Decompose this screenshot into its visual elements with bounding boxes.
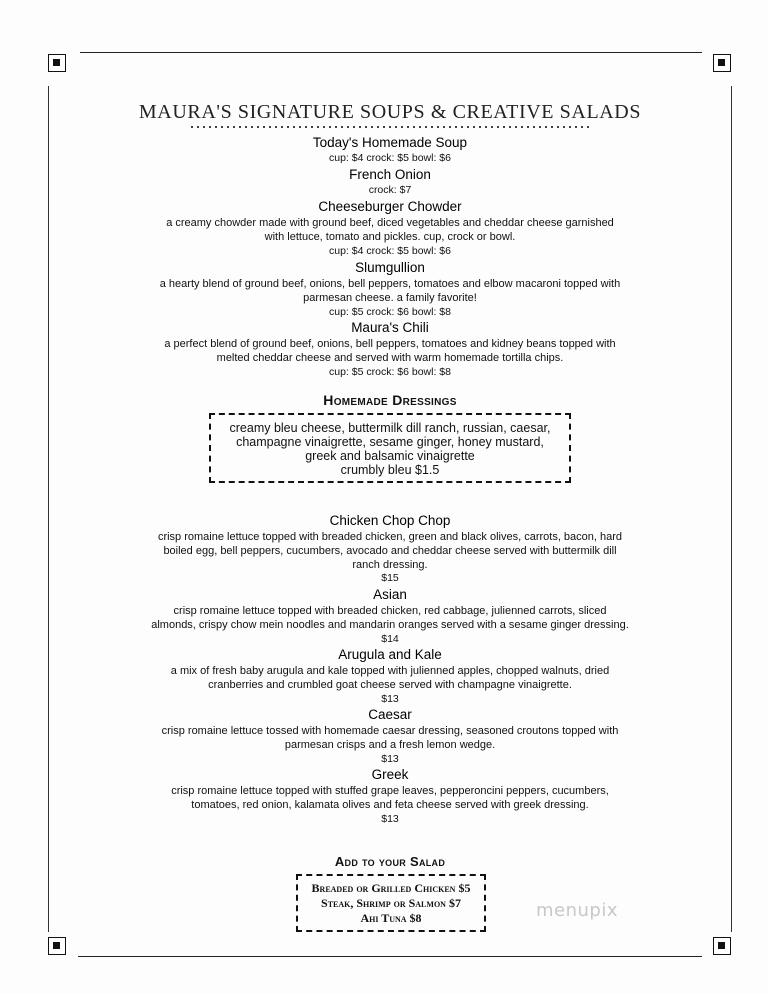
salad-price: $13 bbox=[381, 753, 399, 765]
soup-price: cup: $4 crock: $5 bowl: $6 bbox=[329, 245, 451, 257]
soup-price: cup: $5 crock: $6 bowl: $8 bbox=[329, 366, 451, 378]
salad-description: parmesan crisps and a fresh lemon wedge. bbox=[284, 739, 496, 751]
page-title: MAURA'S SIGNATURE SOUPS & CREATIVE SALADS bbox=[138, 101, 642, 123]
right-border bbox=[731, 86, 732, 932]
soup-name: Cheeseburger Chowder bbox=[318, 199, 462, 214]
addon-line: Ahi Tuna $8 bbox=[360, 911, 422, 925]
soup-name: French Onion bbox=[349, 167, 431, 182]
dressings-box bbox=[209, 413, 571, 483]
salad-price: $13 bbox=[381, 813, 399, 825]
soup-name: Maura's Chili bbox=[351, 320, 429, 335]
salad-description: cranberries and crumbled goat cheese served with champagne vinaigrette. bbox=[208, 679, 572, 691]
addons-heading: Add to your Salad bbox=[334, 854, 446, 869]
soup-description: parmesan cheese. a family favorite! bbox=[303, 292, 477, 304]
addons-box bbox=[296, 874, 486, 932]
soup-name: Slumgullion bbox=[355, 260, 425, 275]
salad-name: Asian bbox=[373, 587, 407, 602]
salad-name: Caesar bbox=[368, 707, 412, 722]
corner-ornament-bottom-left bbox=[48, 937, 66, 955]
salad-price: $15 bbox=[381, 572, 399, 584]
title-dotted-underline bbox=[189, 126, 589, 128]
salad-description: almonds, crispy chow mein noodles and mandarin oranges served with a sesame ginger dressing. bbox=[151, 619, 629, 631]
dressing-line: champagne vinaigrette, sesame ginger, honey mustard, bbox=[236, 435, 544, 449]
salad-price: $14 bbox=[381, 633, 399, 645]
dressings-heading: Homemade Dressings bbox=[323, 392, 457, 408]
soup-description: melted cheddar cheese and served with warm homemade tortilla chips. bbox=[216, 352, 564, 364]
salad-description: tomatoes, red onion, kalamata olives and feta cheese served with greek dressing. bbox=[191, 799, 589, 811]
salad-name: Arugula and Kale bbox=[338, 647, 442, 662]
dressing-line: crumbly bleu $1.5 bbox=[340, 463, 440, 477]
dressing-line: greek and balsamic vinaigrette bbox=[305, 449, 475, 463]
salad-description: crisp romaine lettuce topped with breaded chicken, green and black olives, carrots, bacon, hard bbox=[157, 531, 623, 543]
soup-description: a perfect blend of ground beef, onions, bell peppers, tomatoes and kidney beans topped with bbox=[164, 338, 616, 350]
watermark: menupix bbox=[536, 900, 619, 921]
salad-description: a mix of fresh baby arugula and kale topped with julienned apples, chopped walnuts, dried bbox=[170, 665, 610, 677]
soup-price: cup: $5 crock: $6 bowl: $8 bbox=[329, 306, 451, 318]
addon-line: Steak, Shrimp or Salmon $7 bbox=[321, 896, 461, 910]
top-border bbox=[80, 52, 702, 53]
salad-description: crisp romaine lettuce topped with breaded chicken, red cabbage, julienned carrots, sliced bbox=[173, 605, 607, 617]
corner-ornament-top-left bbox=[48, 54, 66, 72]
soup-name: Today's Homemade Soup bbox=[312, 135, 468, 150]
dressing-line: creamy bleu cheese, buttermilk dill ranch, russian, caesar, bbox=[229, 421, 551, 435]
salad-description: crisp romaine lettuce tossed with homemade caesar dressing, seasoned croutons topped with bbox=[161, 725, 619, 737]
left-border bbox=[48, 86, 49, 932]
soup-price: cup: $4 crock: $5 bowl: $6 bbox=[329, 152, 451, 164]
salad-name: Chicken Chop Chop bbox=[329, 513, 451, 528]
salad-name: Greek bbox=[371, 767, 409, 782]
addon-line: Breaded or Grilled Chicken $5 bbox=[311, 881, 471, 895]
soup-price: crock: $7 bbox=[368, 184, 412, 196]
corner-ornament-bottom-right bbox=[713, 937, 731, 955]
soup-description: with lettuce, tomato and pickles. cup, crock or bowl. bbox=[264, 231, 516, 243]
salad-description: ranch dressing. bbox=[352, 559, 428, 571]
salad-description: boiled egg, bell peppers, cucumbers, avocado and cheddar cheese served with buttermilk dill bbox=[163, 545, 617, 557]
corner-ornament-top-right bbox=[713, 54, 731, 72]
bottom-border bbox=[78, 956, 702, 957]
soup-description: a creamy chowder made with ground beef, diced vegetables and cheddar cheese garnished bbox=[166, 217, 614, 229]
salad-description: crisp romaine lettuce topped with stuffed grape leaves, pepperoncini peppers, cucumbers, bbox=[171, 785, 609, 797]
soup-description: a hearty blend of ground beef, onions, bell peppers, tomatoes and elbow macaroni topped with bbox=[159, 278, 621, 290]
salad-price: $13 bbox=[381, 693, 399, 705]
